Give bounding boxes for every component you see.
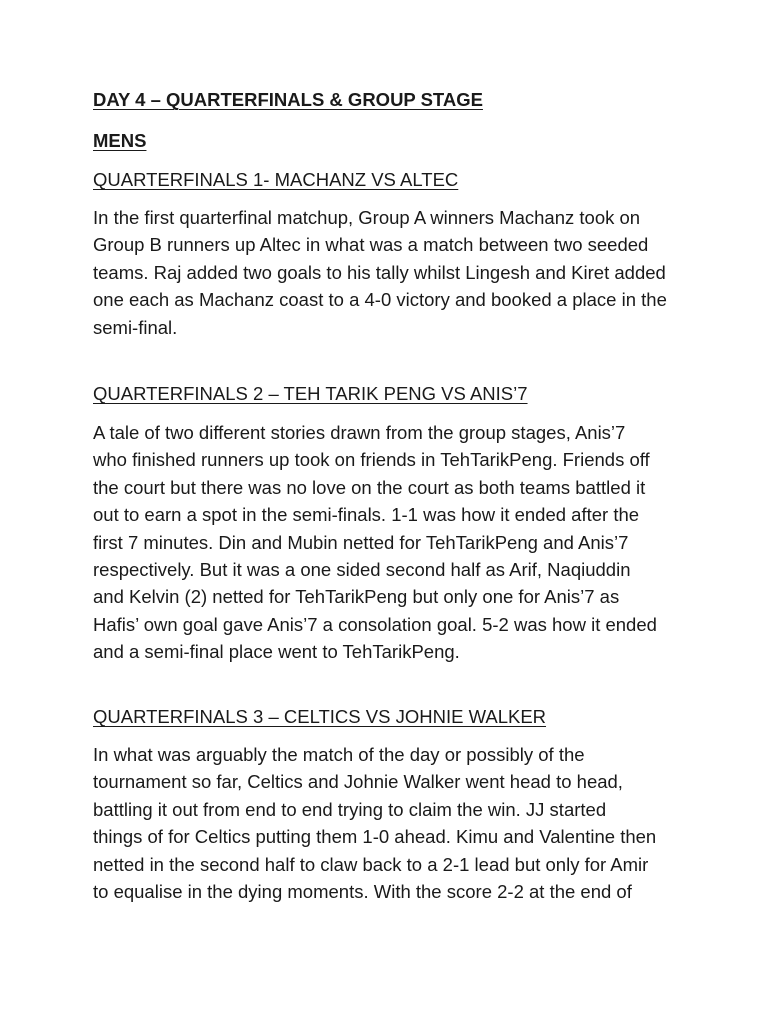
match-report-qf2 (93, 419, 657, 666)
report-line: respectively. But it was a one sided second half as Arif, Naqiuddin (93, 559, 631, 581)
report-line: the court but there was no love on the court as both teams battled it (93, 476, 646, 498)
report-line: netted in the second half to claw back to a 2-1 lead but only for Amir (93, 853, 649, 875)
report-line: out to earn a spot in the semi-finals. 1-1 was how it ended after the (93, 504, 640, 526)
report-line: to equalise in the dying moments. With the score 2-2 at the end of (93, 881, 632, 903)
report-line: A tale of two different stories drawn from the group stages, Anis’7 (93, 422, 626, 443)
report-line: tournament so far, Celtics and Johnie Walker went head to head, (93, 771, 623, 793)
report-line: and a semi-final place went to TehTarikPeng. (93, 641, 460, 663)
match-report-qf3 (93, 741, 656, 905)
match-heading-qf2: QUARTERFINALS 2 – TEH TARIK PENG VS ANIS’7 (93, 383, 528, 404)
section-heading-mens: MENS (93, 130, 147, 151)
match-heading-qf3: QUARTERFINALS 3 – CELTICS VS JOHNIE WALKER (93, 706, 547, 727)
report-line: In the first quarterfinal matchup, Group A winners Machanz took on (93, 207, 641, 228)
report-line: Hafis’ own goal gave Anis’7 a consolation goal. 5-2 was how it ended (93, 613, 657, 635)
report-line: who finished runners up took on friends in TehTarikPeng. Friends off (93, 449, 650, 471)
report-line: In what was arguably the match of the day or possibly of the (93, 744, 585, 765)
report-line: things of for Celtics putting them 1-0 ahead. Kimu and Valentine then (93, 826, 657, 848)
report-line: and Kelvin (2) netted for TehTarikPeng but only one for Anis’7 as (93, 586, 620, 608)
report-line: semi-final. (93, 316, 178, 338)
report-line: first 7 minutes. Din and Mubin netted for TehTarikPeng and Anis’7 (93, 531, 629, 553)
match-report-qf1 (93, 204, 667, 341)
report-line: one each as Machanz coast to a 4-0 victory and booked a place in the (93, 289, 667, 311)
report-line: teams. Raj added two goals to his tally whilst Lingesh and Kiret added (93, 261, 666, 283)
document-title: DAY 4 – QUARTERFINALS & GROUP STAGE (93, 89, 483, 110)
report-line: Group B runners up Altec in what was a match between two seeded (93, 234, 649, 256)
match-heading-qf1: QUARTERFINALS 1- MACHANZ VS ALTEC (93, 169, 459, 190)
report-line: battling it out from end to end trying to claim the win. JJ started (93, 798, 607, 820)
